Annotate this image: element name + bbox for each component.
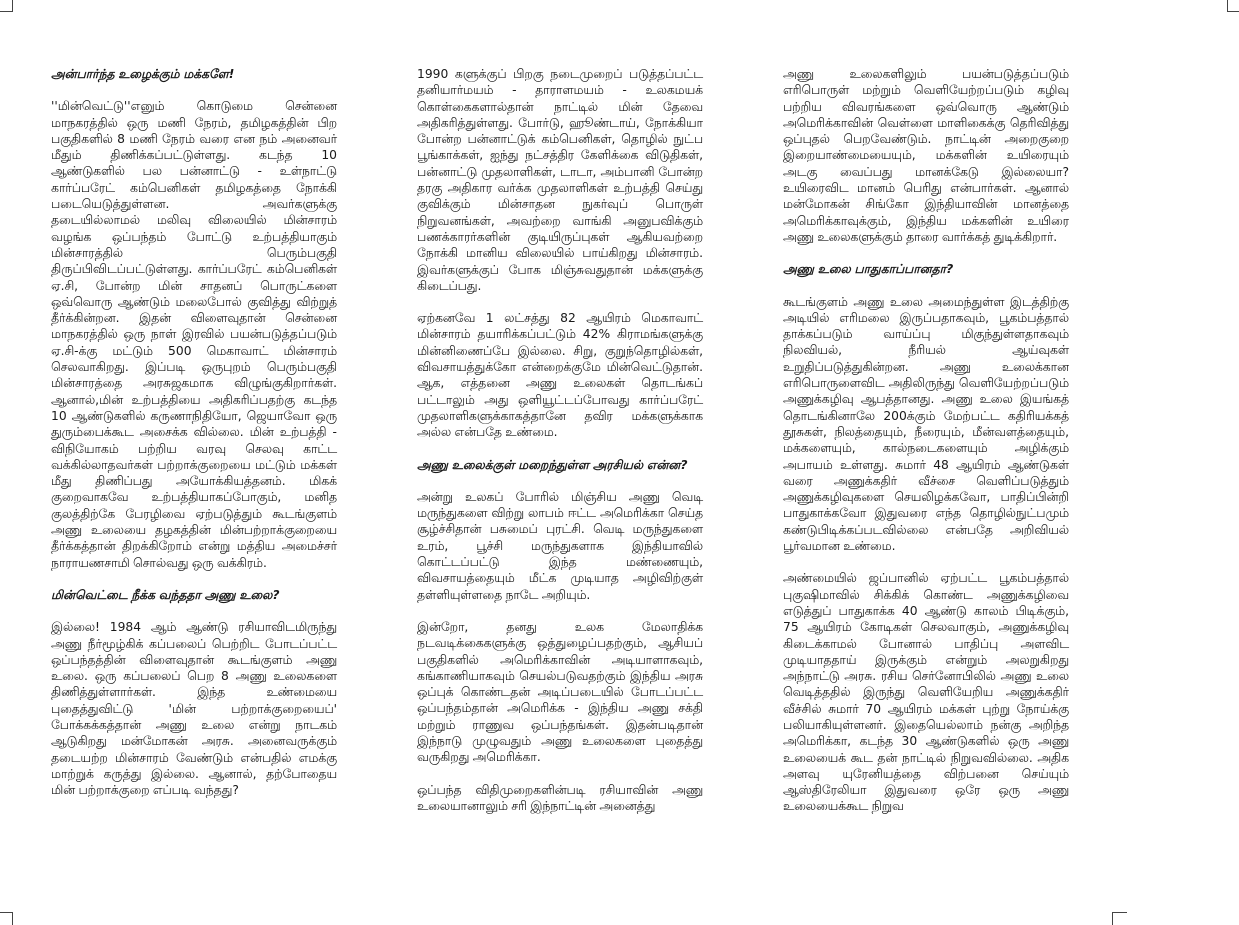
text-column-1: [51, 66, 337, 814]
text-column-3: [783, 66, 1069, 831]
crop-mark-top-left: [0, 11, 12, 12]
paragraph: அன்று உலகப் போரில் மிஞ்சிய அணு வெடி மருந்துகளை விற்று லாபம் ஈட்ட அமெரிக்கா செய்த சூழ்ச்சிதான் பசுமைப் புரட்சி. வெடி மருந்துகளை உரம், பூச்சி மருந்துகளாக இந்தியாவில் கொட்டப்பட்டு இந்த மண்ணையும், விவசாயத்தையும் மீட்க முடியாத அழிவிற்குள் தள்ளியுள்ளதை நாடே அறியும்.: [417, 489, 703, 602]
crop-mark-bottom-right: [1112, 912, 1127, 913]
section-heading: அணு உலைக்குள் மறைந்துள்ள அரசியல் என்ன?: [417, 457, 688, 472]
crop-mark-top-left: [12, 0, 13, 12]
crop-mark-bottom-right: [1112, 912, 1113, 925]
paragraph: அண்மையில் ஜப்பானில் ஏற்பட்ட பூகம்பத்தால் புகுஷிமாவில் சிக்கிக் கொண்ட அணுக்கழிவை எடுத்துப் பாதுகாக்க 40 ஆண்டு காலம் பிடிக்கும், 75 ஆயிரம் கோடிகள் செலவாகும், அணுக்கழிவு கிடைக்காமல் போனால் பாதிப்பு அளவிட முடியாததாய் இருக்கும் என்றும் அலறுகிறது அந்நாட்டு அரசு. ரசிய செர்னோபிலில் அணு உலை வெடித்ததில் இருந்து வெளியேறிய அணுக்கதிர் வீச்சில் சுமார் 70 ஆயிரம் மக்கள் புற்று நோய்க்கு பலியாகியுள்ளனர். இதையெல்லாம் நன்கு அறிந்த அமெரிக்கா, கடந்த 30 ஆண்டுகளில் ஒரு அணு உலையைக் கூட தன் நாட்டில் நிறுவவில்லை. அதிக அளவு யுரேனியத்தை விற்பனை செய்யும் ஆஸ்திரேலியா இதுவரை ஒரே ஒரு அணு உலையைக்கூட நிறுவ: [783, 571, 1069, 814]
crop-mark-top-right: [1227, 11, 1239, 12]
paragraph: ''மின்வெட்டு''எனும் கொடுமை சென்னை மாநகரத்தில் ஒரு மணி நேரம், தமிழகத்தின் பிற பகுதிகளில் 8 மணி நேரம் வரை என நம் அனைவர் மீதும் திணிக்கப்பட்டுள்ளது. கடந்த 10 ஆண்டுகளில் பல பன்னாட்டு - உள்நாட்டு கார்ப்பரேட் கம்பெனிகள் தமிழகத்தை நோக்கி படையெடுத்துள்ளன. அவர்களுக்கு தடையில்லாமல் மலிவு விலையில் மின்சாரம் வழங்க ஒப்பந்தம் போட்டு உற்பத்தியாகும் மின்சாரத்தில் பெரும்பகுதி திருப்பிவிடப்பட்டுள்ளது. கார்ப்பரேட் கம்பெனிகள் ஏ.சி, போன்ற மின் சாதனப் பொருட்களை ஒவ்வொரு ஆண்டும் மலைபோல் குவித்து விற்றுத் தீர்க்கின்றன. இதன் விளைவுதான் சென்னை மாநகரத்தில் ஒரு நாள் இரவில் பயன்படுத்தப்படும் ஏ.சி-க்கு மட்டும் 500 மெகாவாட் மின்சாரம் செலவாகிறது. இப்படி ஒருபுறம் பெரும்பகுதி மின்சாரத்தை அரசுஜகமாக விழுங்குகிறார்கள். ஆனால்,மின் உற்பத்தியை அதிகரிப்பதற்கு கடந்த 10 ஆண்டுகளில் கருணாநிதியோ, ஜெயாவோ ஒரு துரும்பைக்கூட அசைக்க வில்லை. மின் உற்பத்தி - விநியோகம் பற்றிய வரவு செலவு காட்ட வக்கில்லாதவர்கள் பற்றாக்குறையை மட்டும் மக்கள் மீது திணிப்பது அயோக்கியத்தனம். மிகக் குறைவாகவே உற்பத்தியாகப்போகும், மனித குலத்திற்கே பேரழிவை ஏற்படுத்தும் கூடங்குளம் அணு உலையை தழகத்தின் மின்பற்றாக்குறையை தீர்க்கத்தான் திறக்கிறோம் என்று மத்திய அமைச்சர் நாராயணசாமி சொல்வது ஒரு வக்கிரம்.: [51, 99, 337, 570]
crop-mark-top-right: [1227, 0, 1228, 12]
paragraph: ஒப்பந்த விதிமுறைகளின்படி ரசியாவின் அணு உலையானாலும் சரி இந்நாட்டின் அனைத்து: [417, 782, 703, 813]
paragraph: 1990 களுக்குப் பிறகு நடைமுறைப் படுத்தப்பட்ட தனியார்மயம் - தாராளமயம் - உலகமயக் கொள்கைகளால்தான் நாட்டில் மின் தேவை அதிகரித்துள்ளது. போர்டு, ஹூண்டாய், நோக்கியா போன்ற பன்னாட்டுக் கம்பெனிகள், தொழில் நுட்ப பூங்காக்கள், ஐந்து நட்சத்திர கேளிக்கை விடுதிகள், பன்னாட்டு முதலாளிகள், டாடா, அம்பானி போன்ற தரகு அதிகார வர்க்க முதலாளிகள் உற்பத்தி செய்து குவிக்கும் மின்சாதன நுகர்வுப் பொருள் நிறுவனங்கள், அவற்றை வாங்கி அனுபவிக்கும் பணக்காரர்களின் குடியிருப்புகள் ஆகியவற்றை நோக்கி மானிய விலையில் பாய்கிறது மின்சாரம். இவர்களுக்குப் போக மிஞ்சுவதுதான் மக்களுக்கு கிடைப்பது.: [417, 67, 703, 293]
paragraph: இன்றோ, தனது உலக மேலாதிக்க நடவடிக்கைகளுக்கு ஒத்துழைப்பதற்கும், ஆசியப் பகுதிகளில் அமெரிக்காவின் அடியாளாகவும், கங்காணியாகவும் செயல்படுவதற்கும் இந்திய அரசு ஒப்புக் கொண்டதன் அடிப்படையில் போடப்பட்ட ஒப்பந்தம்தான் அமெரிக்க - இந்திய அணு சக்தி மற்றும் ராணுவ ஒப்பந்தங்கள். இதன்படிதான் இந்நாடு முழுவதும் அணு உலைகளை புதைத்து வருகிறது அமெரிக்கா.: [417, 619, 703, 765]
section-heading: மின்வெட்டை நீக்க வந்ததா அணு உலை?: [51, 587, 280, 602]
paragraph: இல்லை! 1984 ஆம் ஆண்டு ரசியாவிடமிருந்து அணு நீர்மூழ்கிக் கப்பலைப் பெற்றிட போடப்பட்ட ஒப்பந்தத்தின் விளைவுதான் கூடங்குளம் அணு உலை. ஒரு கப்பலைப் பெற 8 அணு உலைகளை திணித்துள்ளார்கள். இந்த உண்மையை புதைத்துவிட்டு 'மின் பற்றாக்குறையைப்' போக்கக்கத்தான் அணு உலை என்று நாடகம் ஆடுகிறது மன்மோகன் அரசு. அனைவருக்கும் தடையற்ற மின்சாரம் வேண்டும் என்பதில் எமக்கு மாற்றுக் கருத்து இல்லை. ஆனால், தற்போதைய மின் பற்றாக்குறை எப்படி வந்தது?: [51, 620, 337, 798]
crop-mark-bottom-left: [0, 912, 12, 913]
paragraph: கூடங்குளம் அணு உலை அமைந்துள்ள இடத்திற்கு அடியில் எரிமலை இருப்பதாகவும், பூகம்பத்தால் தாக்கப்படும் வாய்ப்பு மிகுந்துள்ளதாகவும் நிலவியல், நீரியல் ஆய்வுகள் உறுதிப்படுத்துகின்றன. அணு உலைக்கான எரிபொருளைவிட அதிலிருந்து வெளியேற்றப்படும் அணுக்கழிவு ஆபத்தானது. அணு உலை இயங்கத் தொடங்கினாலே 200க்கும் மேற்பட்ட கதிரியக்கத் தூசுகள், நிலத்தையும், நீரையும், மீன்வளத்தையும், மக்களையும், கால்நடைகளையும் அழிக்கும் அபாயம் உள்ளது. சுமார் 48 ஆயிரம் ஆண்டுகள் வரை அணுக்கதிர் வீச்சை வெளிப்படுத்தும் அணுக்கழிவுகளை செயலிழக்கவோ, பாதிப்பின்றி பாதுகாக்கவோ இதுவரை எந்த தொழில்நுட்பமும் கண்டுபிடிக்கப்படவில்லை என்பதே அறிவியல் பூர்வமான உண்மை.: [783, 294, 1069, 554]
section-heading: அணு உலை பாதுகாப்பானதா?: [783, 262, 954, 277]
text-column-2: [417, 66, 703, 830]
paragraph: அணு உலைகளிலும் பயன்படுத்தப்படும் எரிபொருள் மற்றும் வெளியேற்றப்படும் கழிவு பற்றிய விவரங்களை ஒவ்வொரு ஆண்டும் அமெரிக்காவின் வெள்ளை மாளிகைக்கு தெரிவித்து ஒப்புதல் பெறவேண்டும். நாட்டின் அறைகுறை இறையாண்மையையும், மக்களின் உயிரையும் அடகு வைப்பது மானக்கேடு இல்லையா? உயிரைவிட மானம் பெரிது என்பார்கள். ஆனால் மன்மோகன் சிங்கோ இந்தியாவின் மானத்தை அமெரிக்காவுக்கும், இந்திய மக்களின் உயிரை அணு உலைகளுக்கும் தாரை வார்க்கத் துடிக்கிறார்.: [783, 67, 1069, 244]
paragraph: ஏற்கனவே 1 லட்சத்து 82 ஆயிரம் மெகாவாட் மின்சாரம் தயாரிக்கப்பட்டும் 42% கிராமங்களுக்கு மின்னிணைப்பே இல்லை. சிறு, குறுந்தொழில்கள், விவசாயத்துக்கோ என்றைக்குமே மின்வெட்டுதான். ஆக, எத்தனை அணு உலைகள் தொடங்கப் பட்டாலும் அது ஒளியூட்டப்போவது கார்ப்பரேட் முதலாளிகளுக்காகத்தானே தவிர மக்களுக்காக அல்ல என்பதே உண்மை.: [417, 311, 703, 440]
crop-mark-bottom-left: [12, 912, 13, 925]
section-heading: அன்பார்ந்த உழைக்கும் மக்களே!: [51, 67, 235, 81]
